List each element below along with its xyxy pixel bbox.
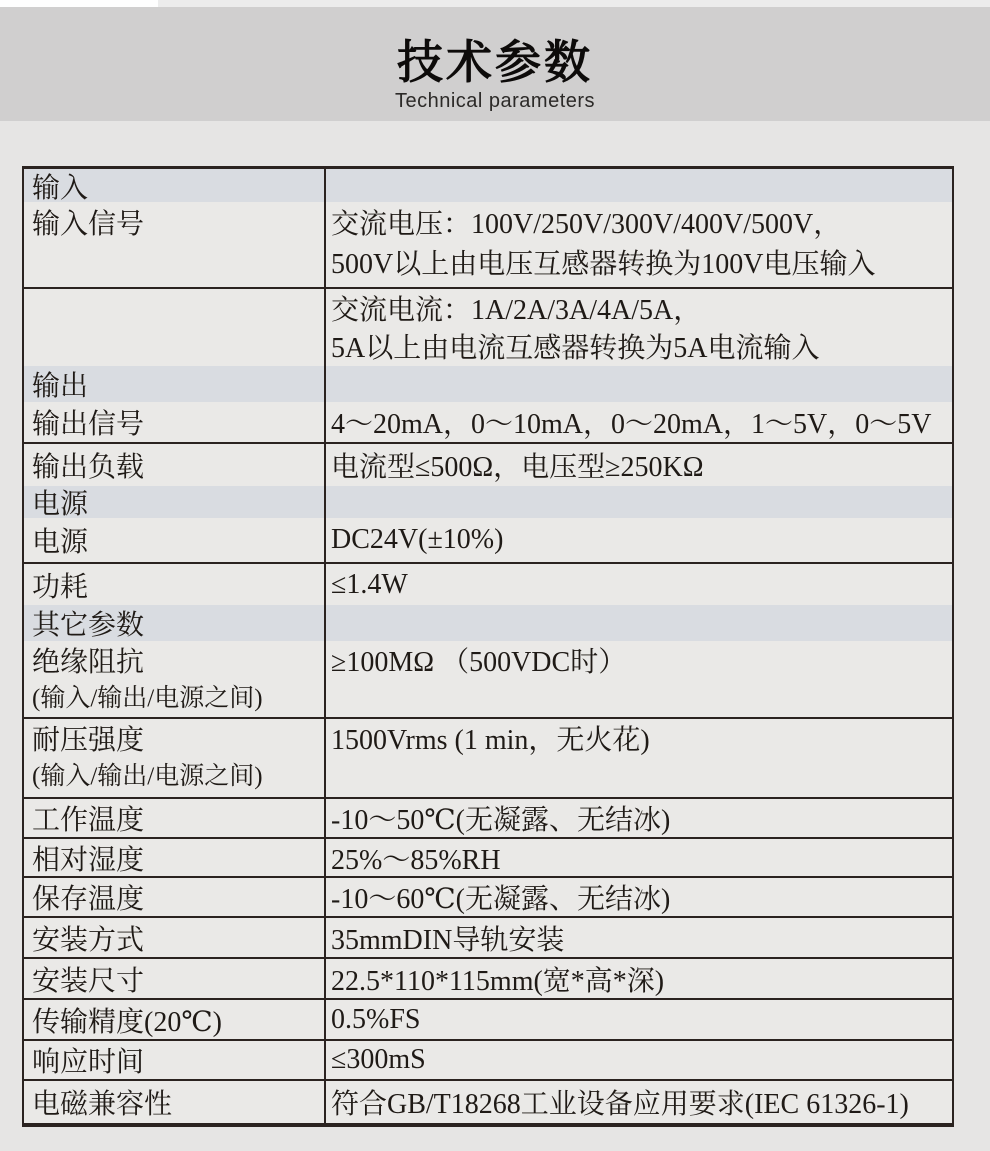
table-row-withstand-voltage bbox=[24, 719, 952, 799]
page-subtitle: Technical parameters bbox=[394, 90, 596, 112]
row-value: -10～50℃(无凝露、无结冰) bbox=[331, 805, 671, 836]
row-value: -10～60℃(无凝露、无结冰) bbox=[331, 884, 671, 915]
row-label: 绝缘阻抗 bbox=[32, 647, 145, 678]
row-label: 耐压强度 bbox=[32, 725, 145, 756]
table-row-input-current bbox=[24, 289, 952, 366]
row-label: 保存温度 bbox=[24, 878, 326, 916]
row-label-cell bbox=[24, 641, 326, 717]
row-value-line: 交流电压：100V/250V/300V/400V/500V， bbox=[331, 209, 842, 240]
row-value-cell bbox=[326, 719, 952, 797]
table-row-section-other bbox=[24, 605, 952, 641]
table-row-operating-temp bbox=[24, 799, 952, 839]
row-value-cell bbox=[326, 202, 952, 287]
row-label: 输出信号 bbox=[24, 402, 326, 442]
section-label: 输入 bbox=[24, 169, 326, 202]
row-label-cell bbox=[24, 289, 326, 366]
table-row-section-power bbox=[24, 486, 952, 518]
table-row-response-time bbox=[24, 1041, 952, 1081]
table-row-insulation-resistance bbox=[24, 641, 952, 719]
row-value: ≤300mS bbox=[331, 1044, 426, 1075]
table-row-section-output bbox=[24, 366, 952, 402]
table-row-output-load bbox=[24, 444, 952, 486]
row-label-cell bbox=[24, 719, 326, 797]
row-value: ≥100MΩ （500VDC时） bbox=[331, 647, 627, 678]
row-label: 相对湿度 bbox=[24, 839, 326, 876]
row-value-cell bbox=[326, 641, 952, 717]
row-value: 22.5*110*115mm(宽*高*深) bbox=[331, 965, 665, 997]
table-row-emc bbox=[24, 1081, 952, 1123]
section-label: 其它参数 bbox=[24, 605, 326, 641]
table-row-power-consumption bbox=[24, 564, 952, 605]
row-label: 安装尺寸 bbox=[24, 959, 326, 998]
row-value-line: 5A以上由电流互感器转换为5A电流输入 bbox=[331, 333, 820, 364]
row-value: 25%～85%RH bbox=[331, 844, 501, 876]
spec-table bbox=[22, 166, 954, 1127]
section-spacer bbox=[326, 366, 952, 402]
row-value-line: 交流电流：1A/2A/3A/4A/5A， bbox=[331, 295, 702, 326]
row-value: 35mmDIN导轨安装 bbox=[331, 924, 565, 956]
section-label: 输出 bbox=[24, 366, 326, 402]
row-label: 输出负载 bbox=[24, 444, 326, 486]
row-label: 功耗 bbox=[24, 564, 326, 605]
row-label: 电源 bbox=[24, 518, 326, 562]
row-value-cell bbox=[326, 289, 952, 366]
row-label: 传输精度(20℃) bbox=[24, 1000, 326, 1039]
table-row-mounting-method bbox=[24, 918, 952, 959]
table-row-relative-humidity bbox=[24, 839, 952, 878]
section-spacer bbox=[326, 169, 952, 202]
row-value: 电流型≤500Ω，电压型≥250KΩ bbox=[331, 452, 704, 483]
table-row-transmission-accuracy bbox=[24, 1000, 952, 1041]
table-row-input-signal bbox=[24, 202, 952, 289]
row-value: 0.5%FS bbox=[331, 1003, 421, 1035]
row-label-note: (输入/输出/电源之间) bbox=[32, 685, 263, 712]
row-value-line: 500V以上由电压互感器转换为100V电压输入 bbox=[331, 249, 876, 280]
section-spacer bbox=[326, 486, 952, 518]
table-row-storage-temp bbox=[24, 878, 952, 918]
page-title: 技术参数 bbox=[397, 35, 593, 88]
row-label-note: (输入/输出/电源之间) bbox=[32, 763, 263, 790]
table-row-section-input bbox=[24, 169, 952, 202]
row-value: DC24V(±10%) bbox=[331, 524, 504, 555]
row-value: 符合GB/T18268工业设备应用要求(IEC 61326-1) bbox=[331, 1089, 909, 1120]
table-row-power-supply bbox=[24, 518, 952, 564]
top-strip-highlight bbox=[0, 0, 158, 7]
row-label: 安装方式 bbox=[24, 918, 326, 957]
row-value: 1500Vrms (1 min，无火花) bbox=[331, 725, 650, 756]
row-value: ≤1.4W bbox=[331, 568, 408, 600]
section-label: 电源 bbox=[24, 486, 326, 518]
row-label: 电磁兼容性 bbox=[24, 1081, 326, 1123]
row-value: 4～20mA，0～10mA，0～20mA，1～5V，0～5V bbox=[331, 409, 932, 440]
table-row-mounting-dimensions bbox=[24, 959, 952, 1000]
row-label: 输入信号 bbox=[32, 209, 145, 240]
row-label: 响应时间 bbox=[24, 1041, 326, 1079]
table-row-output-signal bbox=[24, 402, 952, 444]
row-label: 工作温度 bbox=[24, 799, 326, 837]
section-spacer bbox=[326, 605, 952, 641]
title-banner bbox=[0, 7, 990, 121]
row-label-cell bbox=[24, 202, 326, 287]
